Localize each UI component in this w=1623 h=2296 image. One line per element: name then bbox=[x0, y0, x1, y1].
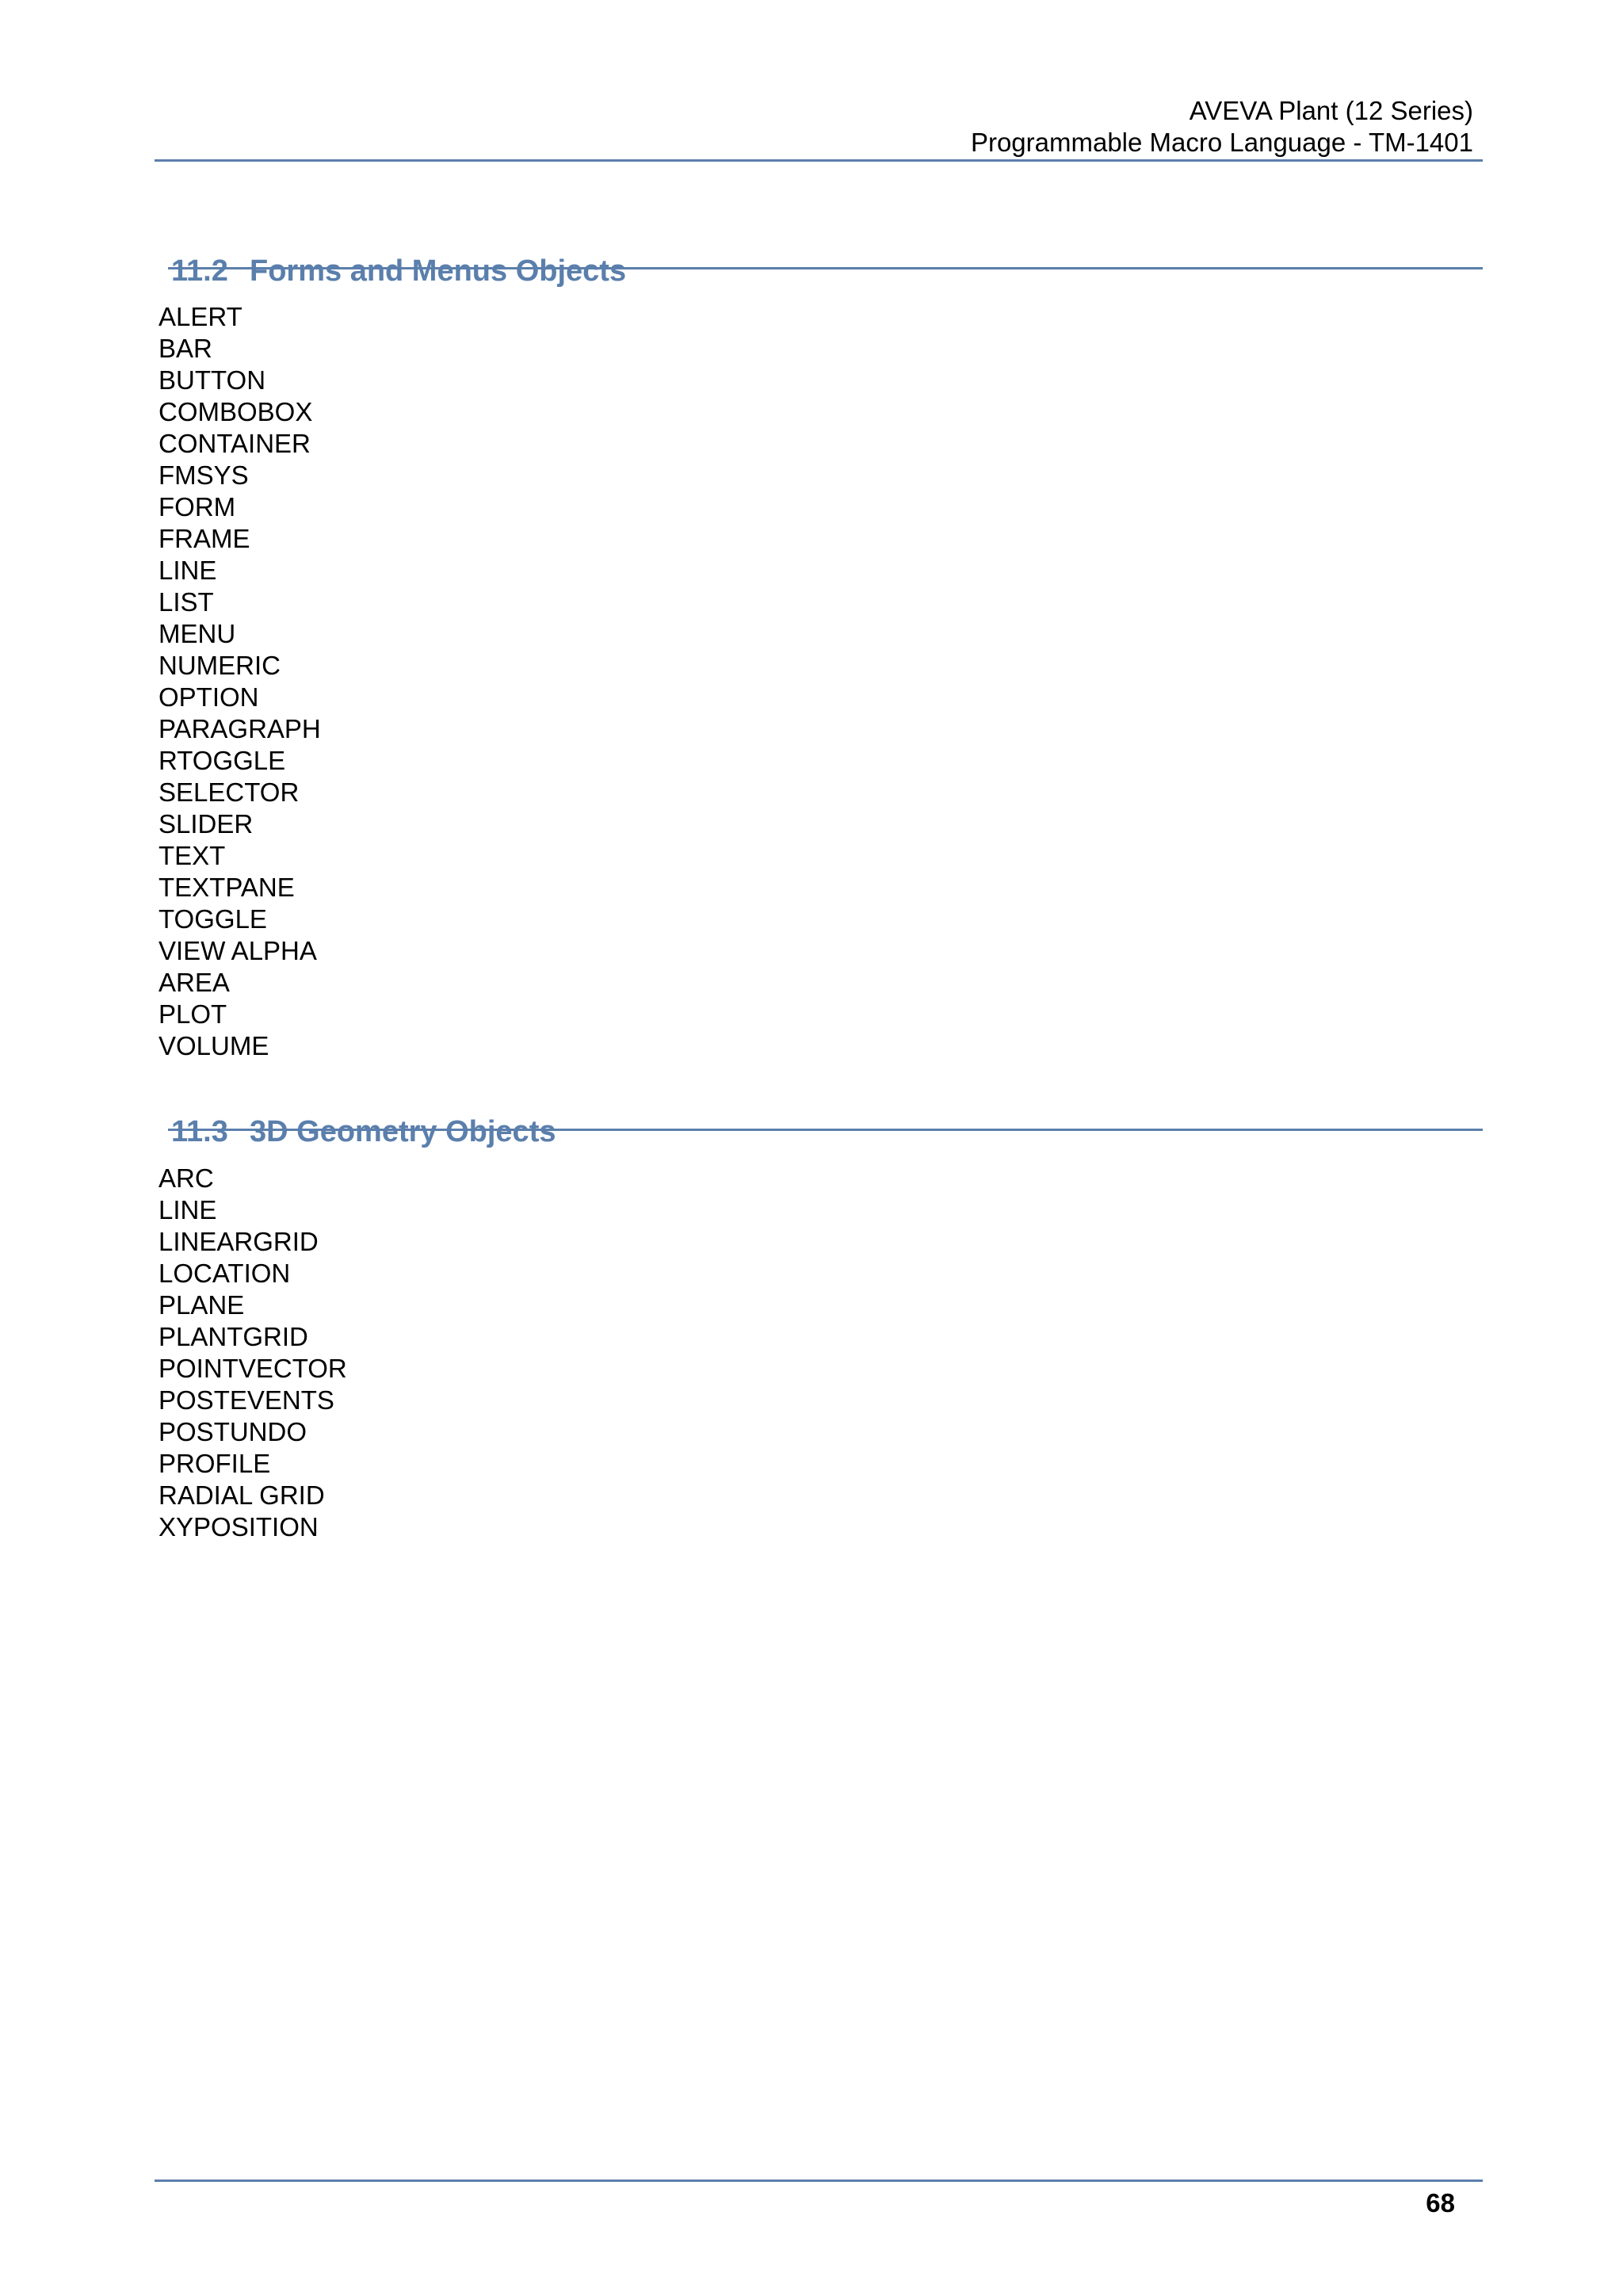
list-item: FMSYS bbox=[158, 460, 249, 490]
list-item: PLOT bbox=[158, 999, 227, 1029]
list-item: VIEW ALPHA bbox=[158, 936, 317, 965]
header-subtitle: Programmable Macro Language - TM-1401 bbox=[970, 128, 1473, 157]
section-number: 11.3 bbox=[171, 1114, 228, 1148]
list-item: LIST bbox=[158, 587, 214, 617]
list-item: SLIDER bbox=[158, 809, 254, 839]
section-heading-3d-geometry bbox=[171, 1114, 556, 1149]
list-item: PLANTGRID bbox=[158, 1322, 308, 1351]
list-item: TOGGLE bbox=[158, 904, 267, 934]
list-item: XYPOSITION bbox=[158, 1512, 319, 1541]
list-item: LOCATION bbox=[158, 1259, 291, 1288]
list-item: AREA bbox=[158, 968, 230, 997]
list-item: BUTTON bbox=[158, 365, 266, 395]
list-item: LINE bbox=[158, 1195, 217, 1224]
list-item: LINE bbox=[158, 556, 217, 585]
list-item: POSTUNDO bbox=[158, 1417, 307, 1446]
list-item: OPTION bbox=[158, 682, 259, 712]
section-heading-forms-menus bbox=[171, 254, 626, 288]
section-divider bbox=[168, 267, 1483, 269]
section-title: 3D Geometry Objects bbox=[250, 1114, 556, 1148]
footer-divider bbox=[155, 2179, 1483, 2182]
list-item: FORM bbox=[158, 492, 236, 521]
list-item: RADIAL GRID bbox=[158, 1480, 325, 1510]
section-divider bbox=[168, 1129, 1483, 1131]
3d-geometry-object-list bbox=[158, 1163, 347, 1543]
list-item: LINEARGRID bbox=[158, 1227, 319, 1256]
list-item: FRAME bbox=[158, 524, 250, 553]
list-item: POINTVECTOR bbox=[158, 1354, 347, 1383]
section-title: Forms and Menus Objects bbox=[250, 254, 627, 288]
list-item: TEXTPANE bbox=[158, 873, 295, 902]
list-item: BAR bbox=[158, 334, 212, 363]
list-item: ARC bbox=[158, 1163, 214, 1193]
list-item: SELECTOR bbox=[158, 777, 300, 807]
list-item: MENU bbox=[158, 619, 236, 648]
header-divider bbox=[155, 159, 1483, 162]
list-item: VOLUME bbox=[158, 1031, 269, 1060]
list-item: NUMERIC bbox=[158, 651, 281, 680]
header-title: AVEVA Plant (12 Series) bbox=[1189, 96, 1473, 125]
list-item: POSTEVENTS bbox=[158, 1385, 334, 1415]
list-item: ALERT bbox=[158, 302, 242, 331]
forms-menus-object-list bbox=[158, 301, 321, 1062]
list-item: RTOGGLE bbox=[158, 746, 286, 775]
list-item: PARAGRAPH bbox=[158, 714, 321, 743]
list-item: COMBOBOX bbox=[158, 397, 313, 426]
running-header bbox=[155, 95, 1483, 159]
section-number: 11.2 bbox=[171, 254, 228, 288]
list-item: TEXT bbox=[158, 841, 226, 870]
list-item: PROFILE bbox=[158, 1449, 271, 1478]
list-item: CONTAINER bbox=[158, 429, 311, 458]
list-item: PLANE bbox=[158, 1290, 245, 1320]
page-number: 68 bbox=[1426, 2188, 1455, 2218]
